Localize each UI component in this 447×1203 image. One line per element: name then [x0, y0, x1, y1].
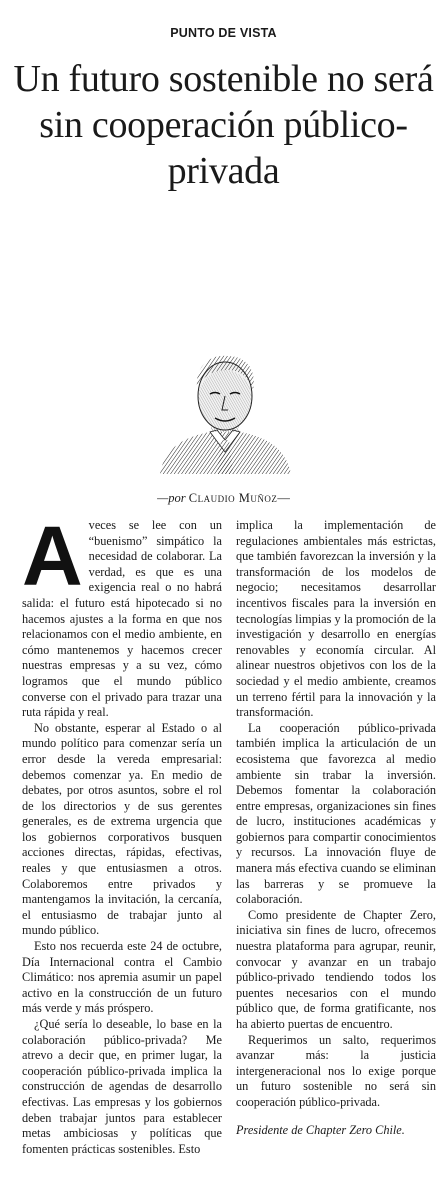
byline-suffix: —: [277, 491, 290, 505]
section-kicker: PUNTO DE VISTA: [170, 26, 277, 40]
byline-author: Claudio Muñoz: [188, 491, 278, 505]
article-paragraph: Esto nos recuerda este 24 de octubre, Día Internacional contra el Cambio Climático: nos apremia asumir un papel activo en la construcción de un futuro más verde y más próspero.: [22, 939, 222, 1016]
article-paragraph: Requerimos un salto, requerimos avanzar más: la justicia intergeneracional nos lo exige porque un futuro sostenible no será sin cooperación público-privada.: [236, 1032, 436, 1109]
article-paragraph: Como presidente de Chapter Zero, iniciativa sin fines de lucro, ofrecemos nuestra plataforma para agrupar, reunir, convocar y avanzar en un trabajo público-privado tendiendo todos los puentes necesarios con el mundo público que, de forma gratificante, nos ha abierto puertas de encuentro.: [236, 907, 436, 1031]
article-column-right: [236, 518, 436, 1138]
article-paragraph: implica la implementación de regulaciones ambientales más estrictas, que también favorezcan la inversión y la transformación de los modelos de negocio; necesitamos desarrollar incentivos fiscales para la inversión en tecnologías limpias y la promoción de la investigación y desarrollo en energías renovables y economía circular. Al alinear nuestros objetivos con los de la sociedad y el medio ambiente, creamos un terreno fértil para la innovación y la transformación.: [236, 518, 436, 720]
drop-cap: A: [22, 509, 83, 603]
headline: Un futuro sostenible no será sin cooperación público-privada: [13, 58, 434, 192]
article-paragraph: ¿Qué sería lo deseable, lo base en la colaboración público-privada? Me atrevo a decir que, en primer lugar, la cooperación público-privada implica la construcción de agendas de desarrollo efectivas. Las empresas y los gobiernos deben trabajar juntos para establecer metas ambiciosas y políticas que fomenten prácticas sostenibles. Esto: [22, 1017, 222, 1156]
article-paragraph: La cooperación público-privada también implica la articulación de un ecosistema que favorezca al medio ambiente sin trabar la inversión. Debemos fomentar la colaboración entre empresas, organizaciones sin fines de lucro, instituciones académicas y gobiernos para compartir conocimientos y recursos. La innovación fluye de manera más efectiva cuando se eliminan las barreras y se promueve la colaboración.: [236, 720, 436, 907]
author-signature: Presidente de Chapter Zero Chile.: [236, 1122, 405, 1137]
article-column-left: [22, 509, 222, 1157]
article-paragraph: Aveces se lee con un “buenismo” simpático la necesidad de colaborar. La verdad, es que es una exigencia real o no habrá salida: el futuro está hipotecado si no hacemos ajustes a la forma en que nos relacionamos con el medio ambiente, en cómo mantenemos y hacemos crecer nuestras empresas y a su vez, cómo logramos que el mundo público converse con el privado para trazar una ruta rápida y real.: [22, 509, 222, 720]
byline-prefix: —por: [157, 491, 186, 505]
byline: [0, 491, 447, 506]
author-portrait: [155, 344, 295, 474]
article-paragraph: No obstante, esperar al Estado o al mundo político para comenzar sería un error desde la vereda empresarial: debemos comenzar ya. En medio de debates, por otros asuntos, sobre el rol de los directorios y de sus gerentes generales, es de extrema urgencia que los gobiernos corporativos busquen acciones directas, rápidas, efectivas, reales y que entusiasmen a otros. Colaboremos entre privados y mantengamos la invitación, la cercanía, el entusiasmo de trabajar junto al mundo público.: [22, 720, 222, 938]
